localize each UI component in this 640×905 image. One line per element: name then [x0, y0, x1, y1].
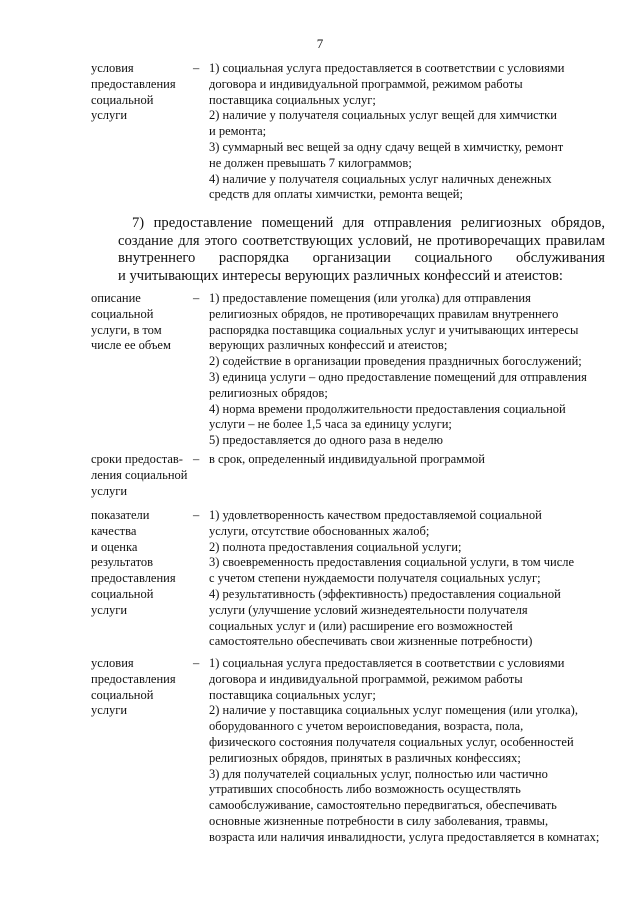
- label-line: условия: [91, 61, 134, 75]
- label-line: услуги: [91, 602, 128, 617]
- label-line: числе ее объем: [91, 338, 171, 353]
- content-line: средств для оплаты химчистки, ремонта вещей;: [209, 187, 463, 202]
- label-line: сроки предостав-: [91, 452, 183, 466]
- content-line: 3) единица услуги – одно предоставление помещений для отправления: [209, 369, 587, 384]
- content-line: религиозных обрядов;: [209, 385, 328, 400]
- content-line: распорядка поставщика социальных услуг и учитывающих интересы: [209, 322, 579, 337]
- content-line: 3) своевременность предоставления социальной услуги, в том числе: [209, 555, 575, 570]
- row-label: [91, 656, 191, 719]
- row-content: [209, 291, 604, 449]
- label-line: описание: [91, 291, 141, 305]
- content-line: самообслуживание, самостоятельно передвигаться, обеспечивать: [209, 798, 557, 813]
- label-line: предоставления: [91, 671, 176, 686]
- row-content: [209, 656, 604, 846]
- dash: –: [193, 291, 200, 305]
- row-content: [209, 61, 604, 203]
- paragraph-line: внутреннего распорядка организации социального обслуживания: [118, 250, 605, 266]
- content-line: договора и индивидуальной программой, режимом работы: [209, 76, 523, 91]
- label-line: социальной: [91, 306, 154, 321]
- content-line: 4) норма времени продолжительности предоставления социальной: [209, 401, 566, 416]
- row-label: [91, 291, 191, 354]
- label-line: социальной: [91, 92, 154, 107]
- content-line: с учетом степени нуждаемости получателя социальных услуг;: [209, 571, 541, 586]
- row-label: [91, 452, 191, 499]
- content-line: 2) наличие у получателя социальных услуг вещей для химчистки: [209, 108, 557, 123]
- label-line: услуги: [91, 703, 128, 718]
- content-line: самостоятельно обеспечивать свои жизненные потребности): [209, 634, 533, 649]
- content-line: 2) содействие в организации проведения праздничных богослужений;: [209, 354, 582, 369]
- content-line: и ремонта;: [209, 124, 267, 139]
- content-line: поставщика социальных услуг;: [209, 92, 376, 107]
- dash: –: [193, 656, 200, 670]
- content-line: 1) социальная услуга предоставляется в соответствии с условиями: [209, 61, 565, 75]
- row-label: [91, 61, 191, 124]
- content-line: 3) для получателей социальных услуг, полностью или частично: [209, 766, 548, 781]
- label-line: услуги, в том: [91, 322, 162, 337]
- content-line: 5) предоставляется до одного раза в неделю: [209, 433, 443, 448]
- content-line: 1) социальная услуга предоставляется в соответствии с условиями: [209, 656, 565, 670]
- label-line: предоставления: [91, 76, 176, 91]
- dash: –: [193, 508, 200, 522]
- content-line: 1) удовлетворенность качеством предоставляемой социальной: [209, 508, 542, 522]
- label-line: предоставления: [91, 571, 176, 586]
- content-line: социальных услуг и (или) расширение его возможностей: [209, 618, 513, 633]
- content-line: утративших способность либо возможность осуществлять: [209, 782, 521, 797]
- content-line: 2) наличие у поставщика социальных услуг помещения (или уголка),: [209, 703, 578, 718]
- paragraph-line: и учитывающих интересы верующих различных конфессий и атеистов:: [118, 267, 563, 284]
- row-content: [209, 508, 604, 650]
- content-line: религиозных обрядов, не противоречащих правилам внутреннего: [209, 306, 559, 321]
- content-line: не должен превышать 7 килограммов;: [209, 155, 412, 170]
- row-content: [209, 452, 604, 468]
- dash: –: [193, 452, 200, 466]
- content-line: договора и индивидуальной программой, режимом работы: [209, 671, 523, 686]
- label-line: качества: [91, 523, 137, 538]
- content-line: оборудованного с учетом вероисповедания, возраста, пола,: [209, 719, 524, 734]
- content-line: возраста или наличия инвалидности, услуга предоставляется в комнатах;: [209, 829, 600, 844]
- label-line: результатов: [91, 555, 154, 570]
- paragraph-line: создание для этого соответствующих условий, не противоречащих правилам: [118, 232, 605, 249]
- content-line: 2) полнота предоставления социальной услуги;: [209, 539, 462, 554]
- label-line: услуги: [91, 108, 128, 123]
- dash: –: [193, 61, 200, 75]
- content-line: услуги (улучшение условий жизнедеятельности получателя: [209, 602, 528, 617]
- paragraph-line: 7) предоставление помещений для отправления религиозных обрядов,: [132, 215, 605, 231]
- content-line: физического состояния получателя социальных услуг, особенностей: [209, 734, 574, 749]
- label-line: ления социальной: [91, 467, 188, 482]
- content-line: услуги – не более 1,5 часа за единицу услуги;: [209, 417, 452, 432]
- label-line: условия: [91, 656, 134, 670]
- label-line: и оценка: [91, 539, 138, 554]
- content-line: 4) наличие у получателя социальных услуг наличных денежных: [209, 171, 552, 186]
- content-line: основные жизненные потребности в силу заболевания, травмы,: [209, 813, 549, 828]
- content-line: 1) предоставление помещения (или уголка) для отправления: [209, 291, 531, 305]
- content-line: услуги, отсутствие обоснованных жалоб;: [209, 523, 430, 538]
- content-line: в срок, определенный индивидуальной программой: [209, 452, 485, 466]
- row-label: [91, 508, 191, 619]
- content-line: поставщика социальных услуг;: [209, 687, 376, 702]
- label-line: социальной: [91, 687, 154, 702]
- label-line: показатели: [91, 508, 150, 522]
- label-line: услуги: [91, 483, 128, 498]
- section-paragraph: [118, 215, 605, 285]
- content-line: религиозных обрядов, принятых в различных конфессиях;: [209, 750, 521, 765]
- label-line: социальной: [91, 586, 154, 601]
- page-number: 7: [316, 36, 324, 51]
- content-line: 3) суммарный вес вещей за одну сдачу вещей в химчистку, ремонт: [209, 139, 564, 154]
- content-line: верующих различных конфессий и атеистов;: [209, 338, 448, 353]
- content-line: 4) результативность (эффективность) предоставления социальной: [209, 586, 561, 601]
